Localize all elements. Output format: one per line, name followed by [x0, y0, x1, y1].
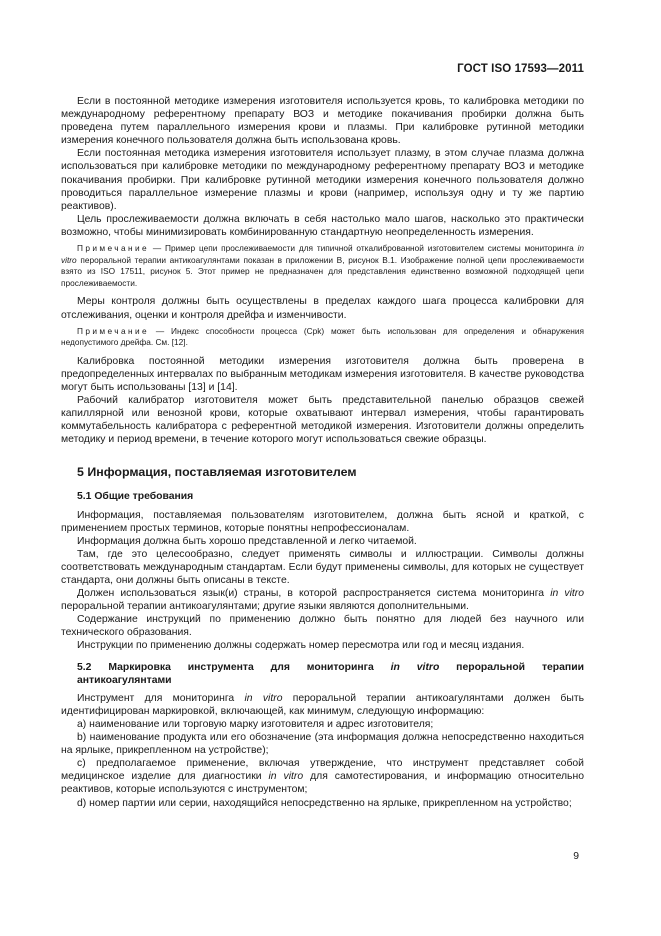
- list-item-b: b) наименование продукта или его обозначение (эта информация должна непосредственно находиться на ярлыке, прикрепленном на устройстве);: [61, 732, 584, 757]
- page-number: 9: [573, 851, 579, 862]
- list-item-d: d) номер партии или серии, находящийся непосредственно на ярлыке, прикрепленном на устройство;: [77, 797, 572, 809]
- text-part: Инструмент для мониторинга: [77, 692, 245, 704]
- subsection-5-2-heading-line2: антикоагулянтами: [77, 674, 172, 686]
- subsection-5-2-heading-line1: [77, 661, 584, 674]
- subsection-5-1-heading: 5.1 Общие требования: [77, 491, 194, 503]
- note-traceability-example: [61, 243, 584, 289]
- section-5-heading: 5 Информация, поставляемая изготовителем: [77, 465, 357, 480]
- paragraph-info-readable: Информация должна быть хорошо представленной и легко читаемой.: [77, 535, 417, 547]
- subsection-5-2-heading: [61, 661, 584, 687]
- heading-text-part: 5.2 Маркировка инструмента для мониторинга: [77, 661, 391, 673]
- list-item-a: а) наименование или торговую марку изготовителя и адрес изготовителя;: [77, 718, 434, 730]
- note-text-part: пероральной терапии антикоагулянтами показан в приложении В, рисунок В.1. Изображение полной цепи прослеживаемости взято из ISO 17511, рисунок 5. Этот пример не предназначен для представления единственно возможной подходящей цепи прослеживаемости.: [61, 254, 584, 288]
- paragraph-instructions-understandable: Содержание инструкций по применению должно быть понятно для людей без научного или технического образования.: [61, 614, 584, 639]
- text-part: Должен использоваться язык(и) страны, в которой распространяется система мониторинга: [77, 588, 551, 600]
- note-label: Примечание: [77, 325, 150, 336]
- paragraph-traceability-goal: Цель прослеживаемости должна включать в себя настолько мало шагов, насколько это практически возможно, чтобы минимизировать комбинированную стандартную неопределенность измерения.: [61, 213, 584, 238]
- paragraph-control-measures: Меры контроля должны быть осуществлены в пределах каждого шага процесса калибровки для отслеживания, оценки и контроля дрейфа и изменчивости.: [61, 296, 584, 321]
- paragraph-working-calibrator: Рабочий калибратор изготовителя может быть представительной панелью образцов свежей капиллярной или венозной крови, которые охватывают интервал измерения, чтобы гарантировать коммутабельность калибратора с референтной методикой измерения. Изготовители должны определить методику и период времени, в течение которого могут использоваться свежие образцы.: [61, 395, 584, 446]
- note-dash: —: [149, 243, 165, 254]
- paragraph-instructions-revision: Инструкции по применению должны содержать номер пересмотра или год и месяц издания.: [77, 640, 525, 652]
- note-label: Примечание: [77, 243, 150, 254]
- paragraph-info-clarity: Информация, поставляемая пользователям изготовителем, должна быть ясной и краткой, с применением простых терминов, которые понятны непрофессионалам.: [61, 509, 584, 534]
- text-part: для самотестирования, и информацию относительно реактивов, которые используются с инструментом;: [61, 771, 584, 796]
- note-text-part: Пример цепи прослеживаемости для типичной откалиброванной изготовителем системы мониторинга: [164, 243, 578, 254]
- paragraph-blood-calibration: Если в постоянной методике измерения изготовителя используется кровь, то калибровка методики по международному референтному препарату ВОЗ и методике покачивания пробирки должна быть проведена путем параллельного измерения крови и плазмы. При калибровке рутинной методики измерения конечного пользователя должна быть использована кровь.: [61, 96, 584, 147]
- heading-italic-term: in vitro: [390, 661, 440, 673]
- italic-term: in vitro: [550, 588, 585, 600]
- paragraph-symbols: Там, где это целесообразно, следует применять символы и иллюстрации. Символы должны соответствовать международным стандартам. Если будут применены символы, для которых не существует стандарта, они должны быть описаны в тексте.: [61, 548, 584, 586]
- page-content: [61, 95, 584, 810]
- paragraph-plasma-calibration: Если постоянная методика измерения изготовителя использует плазму, в этом случае плазма должна использоваться при калибровке методики по международному референтному препарату ВОЗ и методике покачивания пробирки. При калибровке рутинной методики измерения конечного пользователя должно проводиться параллельное измерение плазмы и крови (например, используя одну и ту же партию реактивов).: [61, 148, 584, 212]
- paragraph-language: [61, 587, 584, 613]
- note-dash: —: [149, 325, 171, 336]
- heading-text-part: пероральной терапии: [439, 661, 584, 673]
- text-part: пероральной терапии антикоагулянтами; другие языки являются дополнительными.: [61, 601, 469, 613]
- text-part: пероральной терапии антикоагулянтами должен быть идентифицирован маркировкой, включающей, как минимум, следующую информацию:: [61, 692, 584, 717]
- list-item-c: [61, 757, 584, 796]
- note-italic-term: in vitro: [61, 243, 584, 265]
- paragraph-instrument-marking: [61, 692, 584, 718]
- note-text: Индекс способности процесса (Cpk) может быть использован для определения и обнаружения недопустимого дрейфа. См. [12].: [61, 325, 584, 348]
- italic-term: in vitro: [244, 692, 283, 704]
- text-part: с) предполагаемое применение, включая утверждение, что инструмент представляет собой медицинское изделие для диагностики: [61, 758, 584, 783]
- paragraph-calibration-check: Калибровка постоянной методики измерения изготовителя должна быть проверена в предопределенных интервалах по выбранным методикам измерения изготовителя. В качестве руководства могут быть использованы [13] и [14].: [61, 355, 584, 393]
- italic-term: in vitro: [268, 771, 304, 783]
- standard-id-header: ГОСТ ISO 17593—2011: [457, 63, 584, 75]
- note-process-capability: [61, 326, 584, 349]
